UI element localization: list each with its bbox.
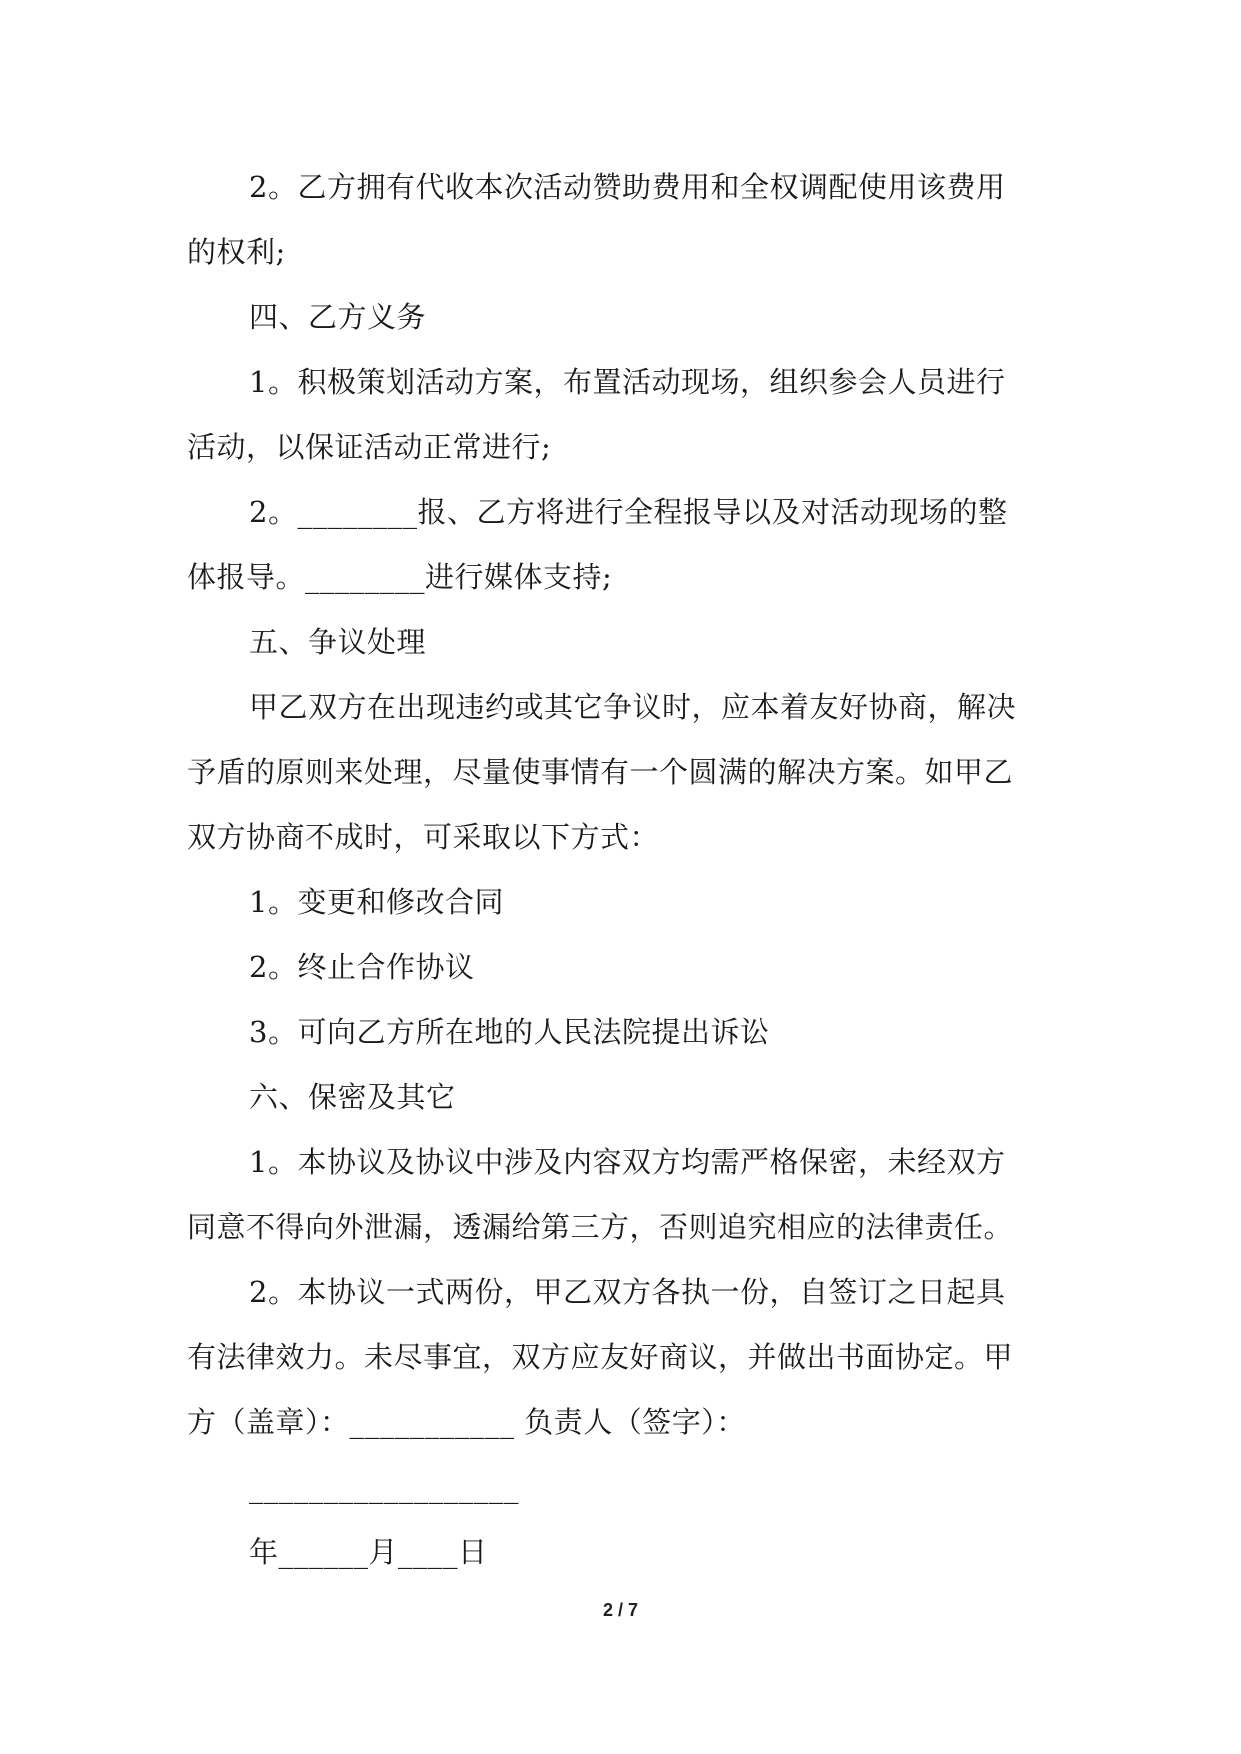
clause-text: 体报导。________进行媒体支持; (187, 560, 613, 594)
signature-blank: __________________ (249, 1470, 519, 1504)
clause-text: 同意不得向外泄漏，透漏给第三方，否则追究相应的法律责任。 (187, 1210, 1014, 1244)
clause-text: 2。乙方拥有代收本次活动赞助费用和全权调配使用该费用 (249, 170, 1006, 204)
clause-text: 活动，以保证活动正常进行; (187, 430, 552, 464)
clause-text: 1。积极策划活动方案，布置活动现场，组织参会人员进行 (249, 365, 1006, 399)
list-item: 3。可向乙方所在地的人民法院提出诉讼 (249, 1015, 770, 1049)
section-heading: 五、争议处理 (249, 625, 427, 659)
section-heading: 四、乙方义务 (249, 300, 427, 334)
clause-text: 2。________报、乙方将进行全程报导以及对活动现场的整 (249, 495, 1008, 529)
page-number: 2 / 7 (602, 1600, 639, 1620)
list-item: 1。变更和修改合同 (249, 885, 504, 919)
list-item: 2。终止合作协议 (249, 950, 475, 984)
clause-text: 双方协商不成时，可采取以下方式： (187, 820, 660, 854)
clause-text: 1。本协议及协议中涉及内容双方均需严格保密，未经双方 (249, 1145, 1006, 1179)
clause-text: 予盾的原则来处理，尽量使事情有一个圆满的解决方案。如甲乙 (187, 755, 1014, 789)
clause-text: 甲乙双方在出现违约或其它争议时，应本着友好协商，解决 (249, 690, 1017, 724)
date-blank: 年______月____日 (249, 1535, 488, 1569)
clause-text: 2。本协议一式两份，甲乙双方各执一份，自签订之日起具 (249, 1275, 1006, 1309)
signature-party-line: 方（盖章）：___________ 负责人（签字）： (187, 1405, 746, 1439)
document-body (187, 155, 1067, 1585)
section-heading: 六、保密及其它 (249, 1080, 456, 1114)
clause-text: 的权利; (187, 235, 286, 269)
clause-text: 有法律效力。未尽事宜，双方应友好商议，并做出书面协定。甲 (187, 1340, 1014, 1374)
